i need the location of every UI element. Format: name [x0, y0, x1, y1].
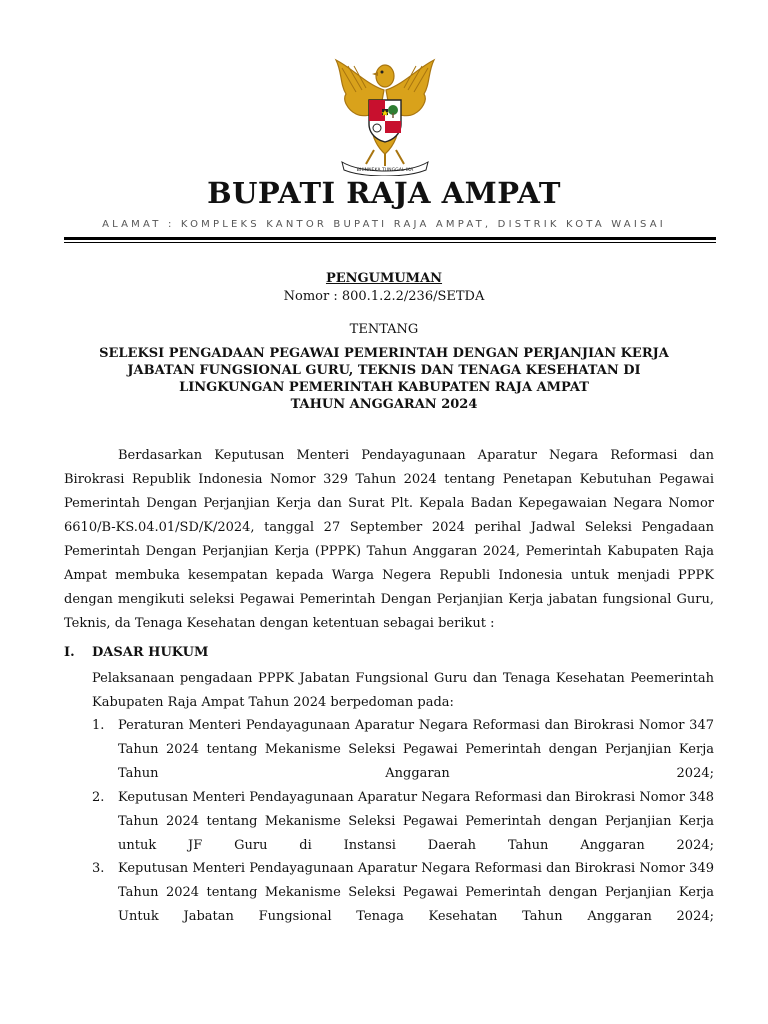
- opening-paragraph: Berdasarkan Keputusan Menteri Pendayagunaan Aparatur Negara Reformasi dan Birokrasi Republik Indonesia Nomor 329 Tahun 2024 tentang Penetapan Kebutuhan Pegawai Pemerintah Dengan Perjanjian Kerja dan Surat Plt. Kepala Badan Kepegawaian Negara Nomor 6610/B-KS.04.01/SD/K/2024, tanggal 27 September 2024 perihal Jadwal Seleksi Pengadaan Pemerintah Dengan Perjanjian Kerja (PPPK) Tahun Anggaran 2024, Pemerintah Kabupaten Raja Ampat membuka kesempatan kepada Warga Negera Republi Indonesia untuk menjadi PPPK dengan mengikuti seleksi Pegawai Pemerintah Dengan Perjanjian Kerja jabatan fungsional Guru, Teknis, da Tenaga Kesehatan dengan ketentuan sebagai berikut :: [64, 448, 714, 631]
- subject-line: SELEKSI PENGADAAN PEGAWAI PEMERINTAH DENGAN PERJANJIAN KERJA: [99, 346, 669, 361]
- garuda-pancasila-emblem-icon: [326, 54, 444, 176]
- emblem-motto: BHINNEKA TUNGGAL IKA: [356, 168, 414, 173]
- announcement-about: TENTANG: [349, 322, 419, 337]
- subject-line: TAHUN ANGGARAN 2024: [290, 397, 478, 412]
- list-item-text: Keputusan Menteri Pendayagunaan Aparatur Negara Reformasi dan Birokrasi Nomor 348 Tahun 2024 tentang Mekanisme Seleksi Pegawai Pemerintah dengan Perjanjian Kerja untuk JF Guru di Instansi Daerah Tahun Anggaran 2024;: [118, 790, 714, 853]
- office-address: ALAMAT : KOMPLEKS KANTOR BUPATI RAJA AMPAT, DISTRIK KOTA WAISAI: [102, 219, 666, 230]
- list-item-number: 1.: [92, 718, 105, 733]
- section-number: I.: [64, 645, 75, 660]
- letterhead-rule-thick: [64, 237, 716, 240]
- letterhead-rule-thin: [64, 242, 716, 243]
- announcement-number: Nomor : 800.1.2.2/236/SETDA: [283, 289, 485, 304]
- subject-line: JABATAN FUNGSIONAL GURU, TEKNIS DAN TENAGA KESEHATAN DI: [127, 363, 641, 378]
- list-item-text: Keputusan Menteri Pendayagunaan Aparatur Negara Reformasi dan Birokrasi Nomor 349 Tahun 2024 tentang Mekanisme Seleksi Pegawai Pemerintah dengan Perjanjian Kerja Untuk Jabatan Fungsional Tenaga Kesehatan Tahun Anggaran 2024;: [118, 861, 714, 924]
- office-title: BUPATI RAJA AMPAT: [207, 176, 561, 210]
- list-item-number: 2.: [92, 790, 105, 805]
- section-intro: Pelaksanaan pengadaan PPPK Jabatan Fungsional Guru dan Tenaga Kesehatan Peemerintah Kabupaten Raja Ampat Tahun 2024 berpedoman pada:: [92, 671, 714, 710]
- section-title: DASAR HUKUM: [92, 645, 209, 660]
- list-item-number: 3.: [92, 861, 105, 876]
- announcement-label: PENGUMUMAN: [325, 271, 443, 286]
- list-item-text: Peraturan Menteri Pendayagunaan Aparatur Negara Reformasi dan Birokrasi Nomor 347 Tahun 2024 tentang Mekanisme Seleksi Pegawai Pemerintah dengan Perjanjian Kerja Tahun Anggaran 2024;: [118, 718, 714, 781]
- subject-line: LINGKUNGAN PEMERINTAH KABUPATEN RAJA AMPAT: [179, 380, 589, 395]
